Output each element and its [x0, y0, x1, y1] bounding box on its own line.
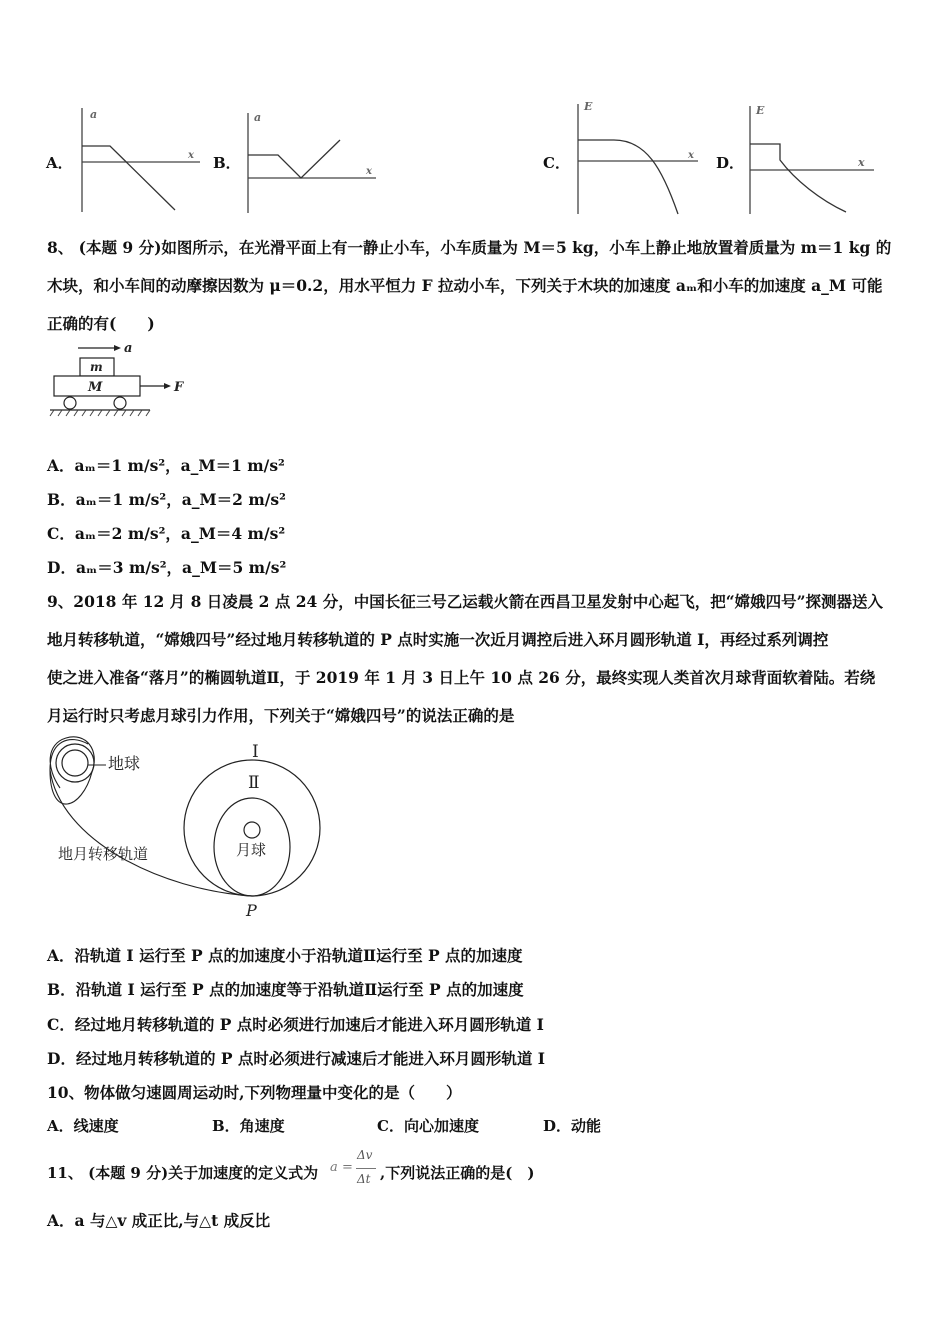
q11-formula-num: Δv — [357, 1148, 373, 1162]
q7-graph-a — [70, 100, 210, 220]
q11-formula — [330, 1148, 380, 1192]
q11-formula-eq: = — [342, 1160, 353, 1175]
q10-stem: 10、物体做匀速圆周运动时,下列物理量中变化的是（ ） — [47, 1083, 462, 1102]
q8-stem-line2: 木块，和小车间的动摩擦因数为 μ＝0.2，用水平恒力 F 拉动小车，下列关于木块的加速度 aₘ和小车的加速度 a_M 可能 — [47, 276, 883, 295]
q9-fig-orbit2: Ⅱ — [248, 773, 260, 793]
q9-stem-line1: 9、2018 年 12 月 8 日凌晨 2 点 24 分，中国长征三号乙运载火箭在西昌卫星发射中心起飞，把“嫦娥四号”探测器送入 — [47, 592, 884, 611]
q10-option-d: D．动能 — [543, 1117, 602, 1135]
q9-option-b: B．沿轨道 I 运行至 P 点的加速度等于沿轨道Ⅱ运行至 P 点的加速度 — [47, 980, 524, 999]
q9-fig-orbit1: Ⅰ — [252, 742, 259, 762]
q11-formula-den: Δt — [357, 1172, 371, 1186]
q7-option-b-label: B． — [213, 154, 241, 172]
q9-stem-line4: 月运行时只考虑月球引力作用，下列关于“嫦娥四号”的说法正确的是 — [47, 706, 515, 725]
q9-option-c: C．经过地月转移轨道的 P 点时必须进行加速后才能进入环月圆形轨道 I — [47, 1015, 544, 1034]
q7-a-x-label: x — [188, 150, 194, 161]
q11-stem-pre: 11、 (本题 9 分)关于加速度的定义式为 — [47, 1164, 319, 1182]
q8-fig-a: a — [124, 341, 133, 356]
q9-option-d: D．经过地月转移轨道的 P 点时必须进行减速后才能进入环月圆形轨道 I — [47, 1049, 546, 1068]
q7-option-a-label: A． — [46, 154, 73, 172]
q8-stem-line1: 8、 (本题 9 分)如图所示，在光滑平面上有一静止小车，小车质量为 M＝5 kg，小车上静止地放置着质量为 m＝1 kg 的 — [47, 238, 892, 257]
q11-stem-post: ,下列说法正确的是( ) — [380, 1164, 535, 1182]
q8-cart-figure — [46, 338, 196, 418]
q8-option-c: C．aₘ＝2 m/s²，a_M＝4 m/s² — [47, 524, 286, 543]
q8-fig-M: M — [88, 380, 103, 395]
q7-c-x-label: x — [688, 150, 694, 161]
q10-option-a: A．线速度 — [47, 1117, 119, 1135]
q7-b-y-label: a — [254, 111, 262, 124]
q11-formula-lhs: a — [330, 1160, 338, 1175]
q7-graph-d — [740, 100, 880, 218]
q9-stem-line3: 使之进入准备“落月”的椭圆轨道Ⅱ，于 2019 年 1 月 3 日上午 10 点 26 分，最终实现人类首次月球背面软着陆。若绕 — [47, 668, 876, 687]
q7-graph-b — [236, 105, 386, 215]
q7-d-x-label: x — [858, 156, 865, 169]
q7-option-c-label: C． — [543, 154, 570, 172]
q7-b-x-label: x — [366, 166, 372, 177]
q8-option-a: A．aₘ＝1 m/s²，a_M＝1 m/s² — [47, 456, 285, 475]
q9-fig-moon: 月球 — [236, 841, 267, 859]
q11-option-a: A．a 与△v 成正比,与△t 成反比 — [47, 1211, 271, 1230]
q8-fig-m: m — [90, 360, 103, 374]
q9-orbit-figure — [40, 730, 340, 925]
q8-option-d: D．aₘ＝3 m/s²，a_M＝5 m/s² — [47, 558, 287, 577]
q9-stem-line2: 地月转移轨道，“嫦娥四号”经过地月转移轨道的 P 点时实施一次近月调控后进入环月圆形轨道 I，再经过系列调控 — [47, 630, 829, 649]
q7-graph-c — [566, 98, 706, 218]
q9-fig-point-p: P — [246, 901, 257, 920]
q10-option-c: C．向心加速度 — [377, 1117, 479, 1135]
q9-fig-transfer: 地月转移轨道 — [58, 845, 149, 863]
q8-stem-line3: 正确的有( ) — [47, 314, 155, 333]
q9-option-a: A．沿轨道 I 运行至 P 点的加速度小于沿轨道Ⅱ运行至 P 点的加速度 — [47, 946, 523, 965]
q7-d-y-label: E — [756, 104, 765, 117]
q10-option-b: B．角速度 — [212, 1117, 285, 1135]
q9-fig-earth: 地球 — [108, 754, 141, 773]
q8-fig-F: F — [174, 380, 184, 395]
q7-c-y-label: E — [584, 100, 593, 113]
q7-option-d-label: D． — [716, 154, 745, 172]
q7-a-y-label: a — [90, 108, 98, 121]
q8-option-b: B．aₘ＝1 m/s²，a_M＝2 m/s² — [47, 490, 286, 509]
